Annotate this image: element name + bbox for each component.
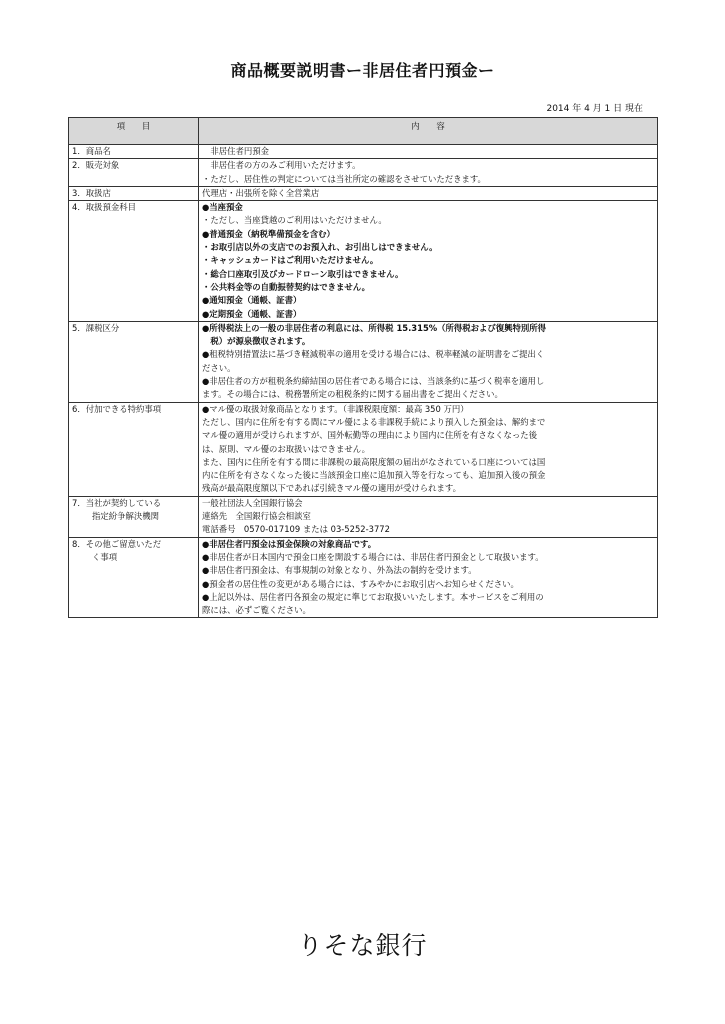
row-content-cell [199, 321, 658, 402]
table-row [69, 145, 658, 159]
row-label-cell [69, 402, 199, 496]
content-line: また、国内に住所を有する間に非課税の最高限度額の届出がなされている口座については国 [202, 456, 546, 467]
row-content-cell [199, 159, 658, 187]
table-row [69, 402, 658, 496]
table-body [69, 145, 658, 618]
row-label: 6．付加できる特約事項 [72, 403, 162, 414]
table-row [69, 201, 658, 322]
table-header-row [69, 118, 658, 145]
content-line: ●上記以外は、居住者円各預金の規定に準じてお取扱いいたします。本サービスをご利用の [202, 591, 544, 602]
bank-name: りそな銀行 [297, 931, 428, 960]
row-label: 7．当社が契約している [72, 497, 162, 508]
content-line: 非居住者円預金 [202, 146, 269, 156]
column-header-content: 内 容 [199, 118, 658, 145]
row-content-cell [199, 201, 658, 322]
content-line: ●定期預金（通帳、証書） [202, 308, 302, 319]
row-label-cell [69, 321, 199, 402]
content-line: ●マル優の取扱対象商品となります。（非課税限度額：最高 350 万円） [202, 403, 469, 414]
content-line: ・お取引店以外の支店でのお預入れ、お引出しはできません。 [202, 242, 438, 253]
row-label: 2．販売対象 [72, 160, 120, 171]
table-row [69, 537, 658, 618]
row-label: 4．取扱預金科目 [72, 202, 136, 213]
row-label: 8．その他ご留意いただ [72, 538, 162, 549]
content-line: ●非居住者が日本国内で預金口座を開設する場合には、非居住者円預金として取扱います。 [202, 551, 544, 562]
row-content-cell [199, 145, 658, 159]
content-line: ●租税特別措置法に基づき軽減税率の適用を受ける場合には、税率軽減の証明書をご提出く [202, 349, 545, 360]
table-row [69, 186, 658, 200]
column-header-item: 項 目 [69, 118, 199, 145]
content-line: ただし、国内に住所を有する間にマル優による非課税手続により預入した預金は、解約まで [202, 416, 546, 427]
row-label: 1．商品名 [72, 146, 111, 156]
content-line: ・総合口座取引及びカードローン取引はできません。 [202, 268, 404, 279]
table-row [69, 321, 658, 402]
table-row [69, 159, 658, 187]
content-line: 代理店・出張所を除く全営業店 [202, 187, 320, 198]
content-line: ・公共料金等の自動振替契約はできません。 [202, 281, 371, 292]
row-label: く事項 [92, 551, 118, 562]
content-line: マル優の適用が受けられますが、国外転勤等の理由により国内に住所を有さなくなった後 [202, 430, 537, 441]
content-line: 税）が源泉徴収されます。 [202, 336, 311, 347]
content-line: ・ただし、居住性の判定については当社所定の確認をさせていただきます。 [202, 173, 486, 184]
content-line: 一般社団法人全国銀行協会 [202, 497, 303, 508]
row-label-cell [69, 145, 199, 159]
row-label-cell [69, 537, 199, 618]
table-row [69, 496, 658, 537]
content-line: は、原則、マル優のお取扱いはできません。 [202, 443, 371, 454]
content-line: ださい。 [202, 362, 236, 373]
content-line: 連絡先 全国銀行協会相談室 [202, 511, 311, 522]
content-line: ●非居住者円預金は預金保険の対象商品です。 [202, 538, 377, 549]
document-title: 商品概要説明書ー非居住者円預金ー [230, 61, 495, 80]
content-line: ・ただし、当座貸越のご利用はいただけません。 [202, 215, 387, 226]
content-line: 電話番号 0570-017109 または 03-5252-3772 [202, 524, 390, 535]
content-line: ●非居住者円預金は、有事規制の対象となり、外為法の制約を受けます。 [202, 565, 477, 576]
content-line: ・キャッシュカードはご利用いただけません。 [202, 255, 379, 266]
content-line: ●所得税法上の一般の非居住者の利息には、所得税 15.315%（所得税および復興特別所得 [202, 322, 547, 333]
row-content-cell [199, 186, 658, 200]
content-line: 際には、必ずご覧ください。 [202, 605, 311, 616]
product-summary-table [68, 117, 658, 618]
row-label-cell [69, 159, 199, 187]
row-content-cell [199, 537, 658, 618]
content-line: ●預金者の居住性の変更がある場合には、すみやかにお取引店へお知らせください。 [202, 578, 519, 589]
content-line: ●普通預金（納税準備預金を含む） [202, 228, 335, 239]
row-content-cell [199, 402, 658, 496]
row-label-cell [69, 496, 199, 537]
row-label-cell [69, 201, 199, 322]
content-line: 残高が最高限度額以下であれば引続きマル優の適用が受けられます。 [202, 483, 461, 494]
content-line: ●通知預金（通帳、証書） [202, 295, 302, 306]
row-label-cell [69, 186, 199, 200]
content-line: 内に住所を有さなくなった後に当該預金口座に追加預入等を行なっても、追加預入後の預金 [202, 470, 546, 481]
content-line: ●当座預金 [202, 202, 243, 213]
row-content-cell [199, 496, 658, 537]
row-label: 指定紛争解決機関 [92, 511, 159, 522]
effective-date: 2014 年 4 月 1 日 現在 [546, 104, 643, 114]
content-line: ます。その場合には、税務署所定の租税条約に関する届出書をご提出ください。 [202, 389, 503, 400]
content-line: 非居住者の方のみご利用いただけます。 [202, 160, 361, 171]
content-line: ●非居住者の方が租税条約締結国の居住者である場合には、当該条約に基づく税率を適用し [202, 376, 545, 387]
row-label: 5．課税区分 [72, 322, 120, 333]
row-label: 3．取扱店 [72, 187, 111, 198]
